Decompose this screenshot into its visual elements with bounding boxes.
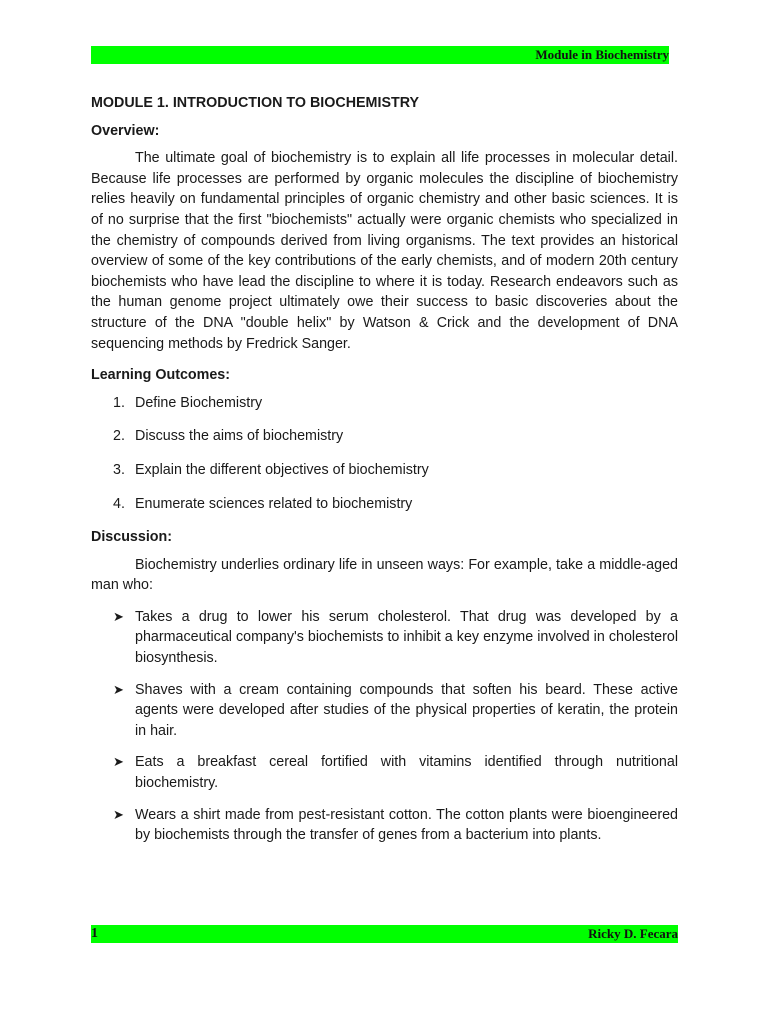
discussion-heading: Discussion: <box>91 529 173 546</box>
outcome-item <box>91 426 678 447</box>
outcome-number: 2. <box>113 428 125 445</box>
outcome-text: Discuss the aims of biochemistry <box>135 428 344 445</box>
page-content <box>91 93 678 857</box>
bullet-text: Shaves with a cream containing compounds that soften his beard. These active agents were developed after studies of the physical properties of keratin, the protein in hair. <box>135 681 678 739</box>
list-item <box>91 680 678 742</box>
arrow-bullet-icon: ➤ <box>113 754 124 770</box>
outcome-number: 1. <box>113 394 125 411</box>
discussion-bullet-list <box>91 607 678 846</box>
module-title: MODULE 1. INTRODUCTION TO BIOCHEMISTRY <box>91 95 420 111</box>
page-number: 1 <box>91 926 98 941</box>
outcome-number: 4. <box>113 495 125 512</box>
learning-outcomes-list <box>91 393 678 514</box>
overview-paragraph: The ultimate goal of biochemistry is to explain all life processes in molecular detail. Because life processes are performed by organic molecules the discipline of biochemistry relies heavily on fundamental principles of organic chemistry and other basic sciences. It is of no surprise that the first "biochemists" actually were organic chemists who specialized in the chemistry of compounds derived from living organisms. The text provides an historical overview of some of the key contributions of the early chemists, and of modern 20th century biochemists who have lead the discipline to where it is today. Research endeavors such as the human genome project ultimately owe their success to basic discoveries about the structure of the DNA "double helix" by Watson & Crick and the development of DNA sequencing methods by Fredrick Sanger. <box>91 150 678 352</box>
discussion-paragraph: Biochemistry underlies ordinary life in unseen ways: For example, take a middle-aged man who: <box>91 556 678 594</box>
outcome-item <box>91 494 678 515</box>
list-item <box>91 805 678 846</box>
outcome-text: Define Biochemistry <box>135 394 263 411</box>
arrow-bullet-icon: ➤ <box>113 806 124 822</box>
outcome-item <box>91 460 678 481</box>
outcome-text: Explain the different objectives of biochemistry <box>135 461 429 478</box>
list-item <box>91 607 678 669</box>
footer-bar <box>91 925 678 943</box>
bullet-text: Eats a breakfast cereal fortified with vitamins identified through nutritional biochemistry. <box>135 754 678 792</box>
outcome-item <box>91 393 678 414</box>
bullet-text: Takes a drug to lower his serum cholesterol. That drug was developed by a pharmaceutical company's biochemists to inhibit a key enzyme involved in cholesterol biosynthesis. <box>135 608 678 667</box>
list-item <box>91 752 678 793</box>
bullet-text: Wears a shirt made from pest-resistant cotton. The cotton plants were bioengineered by biochemists through the transfer of genes from a bacterium into plants. <box>135 806 678 844</box>
arrow-bullet-icon: ➤ <box>113 681 124 697</box>
outcome-number: 3. <box>113 461 125 478</box>
learning-outcomes-heading: Learning Outcomes: <box>91 367 231 384</box>
outcome-text: Enumerate sciences related to biochemistry <box>135 495 413 512</box>
header-bar <box>91 46 669 64</box>
header-module-title: Module in Biochemistry <box>535 47 669 62</box>
overview-heading: Overview: <box>91 122 160 139</box>
arrow-bullet-icon: ➤ <box>113 608 124 624</box>
author-name: Ricky D. Fecara <box>588 926 678 941</box>
